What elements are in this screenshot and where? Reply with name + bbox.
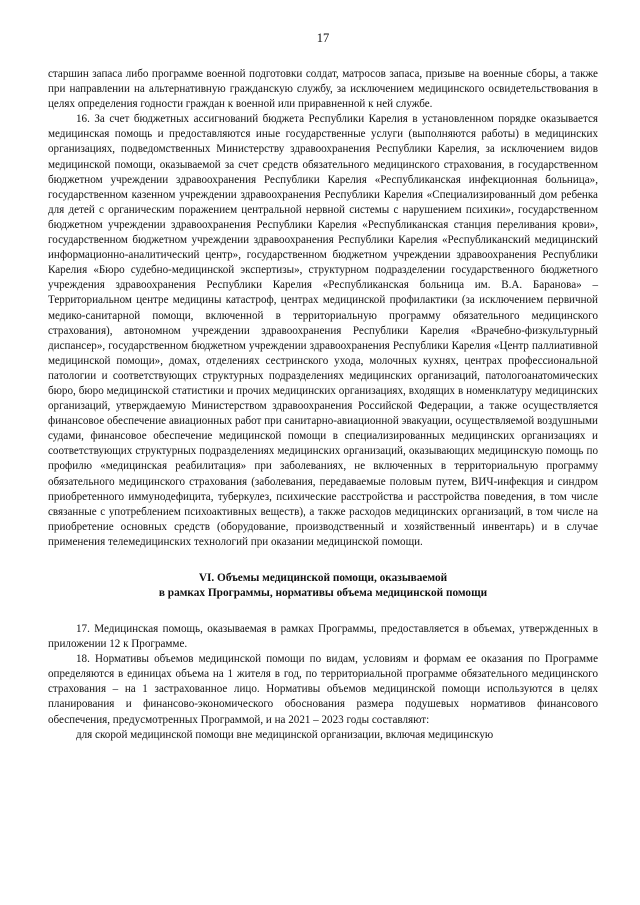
paragraph-continuation: старшин запаса либо программе военной подготовки солдат, матросов запаса, призыве на военные сборы, а также при направлении на альтернативную гражданскую службу, за исключением медицинского освидетельствования в целях определения годности граждан к военной или приравненной к ней службе. (48, 68, 598, 111)
paragraph-18: 18. Нормативы объемов медицинской помощи по видам, условиям и формам ее оказания по Программе определяются в единицах объема на 1 жителя в год, по территориальной программе обязательного медицинского страхования – на 1 застрахованное лицо. Нормативы объемов медицинской помощи используются в целях планирования и финансово-экономического обоснования размера подушевых нормативов финансового обеспечения, предусмотренных Программой, и на 2021 – 2023 годы составляют: (48, 653, 598, 726)
paragraph-ambulance: для скорой медицинской помощи вне медицинской организации, включая медицинскую (76, 728, 494, 741)
section-heading (48, 571, 598, 601)
page-number: 17 (316, 31, 330, 45)
section-heading-line-1: VI. Объемы медицинской помощи, оказываемой (198, 572, 448, 584)
section-heading-line-2: в рамках Программы, нормативы объема медицинской помощи (158, 587, 488, 599)
paragraph-17: 17. Медицинская помощь, оказываемая в рамках Программы, предоставляется в объемах, утвержденных в приложении 12 к Программе. (48, 623, 598, 651)
paragraph-16: 16. За счет бюджетных ассигнований бюджета Республики Карелия в установленном порядке оказывается медицинская помощь и предоставляются иные государственные услуги (выполняются работы) в медицинских организациях, подведомственных Министерству здравоохранения Республики Карелия, за исключением видов медицинской помощи, оказываемой за счет средств обязательного медицинского страхования, в государственном бюджетном учреждении здравоохранения Республики Карелия «Республиканская инфекционная больница», государственном казенном учреждении здравоохранения Республики Карелия «Специализированный дом ребенка для детей с органическим поражением центральной нервной системы с нарушением психики», государственном бюджетном учреждении здравоохранения Республики Карелия «Республиканская станция переливания крови», государственном бюджетном учреждении здравоохранения Республики Карелия «Республиканский медицинский информационно-аналитический центр», государственном бюджетном учреждении здравоохранения Республики Карелия «Бюро судебно-медицинской экспертизы», структурном подразделении государственного бюджетного учреждения здравоохранения Республики Карелия «Республиканская больница им. В.А. Баранова» – Территориальном центре медицины катастроф, центрах медицинской профилактики (за исключением первичной медико-санитарной помощи, включенной в территориальную программу обязательного медицинского страхования), автономном учреждении здравоохранения Республики Карелия «Врачебно-физкультурный диспансер», государственном бюджетном учреждении здравоохранения Республики Карелия «Центр паллиативной медицинской помощи», домах, отделениях сестринского ухода, молочных кухнях, центрах профессиональной патологии и соответствующих структурных подразделениях медицинских организаций, патологоанатомических бюро, бюро медицинской статистики и прочих медицинских организациях, входящих в номенклатуру медицинских организаций, утверждаемую Министерством здравоохранения Российской Федерации, а также осуществляется финансовое обеспечение авиационных работ при санитарно-авиационной эвакуации, осуществляемой воздушными судами, финансовое обеспечение медицинской помощи в специализированных медицинских организациях и соответствующих структурных подразделениях медицинских организаций, оказывающих медицинскую помощь по профилю «медицинская реабилитация» при заболеваниях, не включенных в территориальную программу обязательного медицинского страхования (заболевания, передаваемые половым путем, ВИЧ-инфекция и синдром приобретенного иммунодефицита, туберкулез, психические расстройства и расстройства поведения, в том числе связанные с употреблением психоактивных веществ), а также расходов медицинских организаций, в том числе на приобретение основных средств (оборудование, производственный и хозяйственный инвентарь) и в случае применения телемедицинских технологий при оказании медицинской помощи. (48, 113, 598, 548)
